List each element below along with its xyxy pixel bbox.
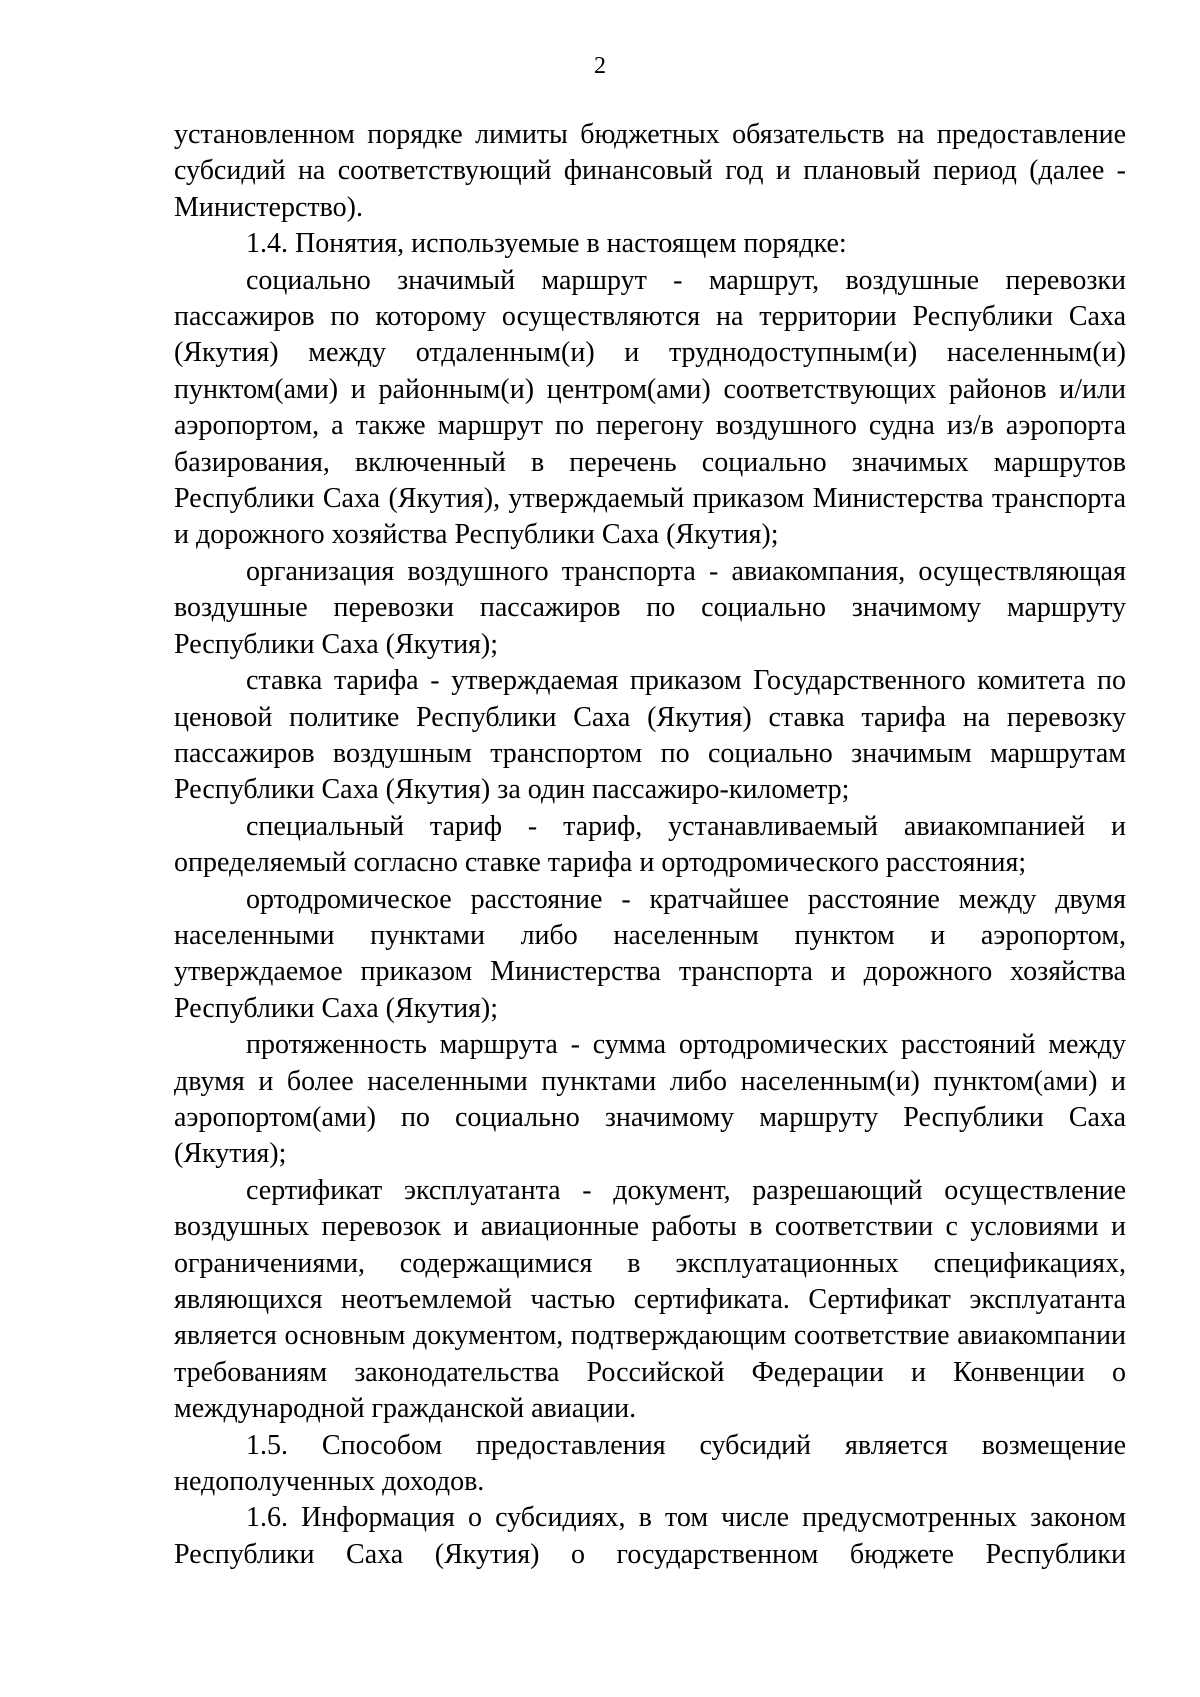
definition-special-tariff: специальный тариф - тариф, устанавливаемый авиакомпанией и определяемый согласно ставке тарифа и ортодромического расстояния;	[174, 810, 1126, 879]
document-body	[174, 117, 1126, 1573]
definition-tariff-rate: ставка тарифа - утверждаемая приказом Государственного комитета по ценовой политике Республики Саха (Якутия) ставка тарифа на перевозку пассажиров воздушным транспортом по социально значимым маршрутам Республики Саха (Якутия) за один пассажиро-километр;	[174, 665, 1126, 806]
paragraph-1-6: 1.6. Информация о субсидиях, в том числе предусмотренных законом Республики Саха (Якутия) о государственном бюджете Республики	[174, 1502, 1126, 1570]
definition-operator-certificate: сертификат эксплуатанта - документ, разрешающий осуществление воздушных перевозок и авиационные работы в соответствии с условиями и ограничениями, содержащимися в эксплуатационных спецификациях, являющихся неотъемлемой частью сертификата. Сертификат эксплуатанта является основным документом, подтверждающим соответствие авиакомпании требованиям законодательства Российской Федерации и Конвенции о международной гражданской авиации.	[174, 1174, 1126, 1425]
definition-orthodromic-distance: ортодромическое расстояние - кратчайшее расстояние между двумя населенными пунктами либо населенным пунктом и аэропортом, утверждаемое приказом Министерства транспорта и дорожного хозяйства Республики Саха (Якутия);	[174, 883, 1126, 1024]
paragraph-1-4-heading: 1.4. Понятия, используемые в настоящем порядке:	[246, 228, 847, 260]
paragraph-1-5: 1.5. Способом предоставления субсидий является возмещение недополученных доходов.	[174, 1429, 1126, 1498]
page-number: 2	[594, 53, 606, 79]
definition-route-length: протяженность маршрута - сумма ортодромических расстояний между двумя и более населенными пунктами либо населенным(и) пунктом(ами) и аэропортом(ами) по социально значимому маршруту Республики Саха (Якутия);	[174, 1029, 1126, 1170]
definition-socially-significant-route: социально значимый маршрут - маршрут, воздушные перевозки пассажиров по которому осуществляются на территории Республики Саха (Якутия) между отдаленным(и) и труднодоступным(и) населенным(и) пунктом(ами) и районным(и) центром(ами) соответствующих районов и/или аэропортом, а также маршрут по перегону воздушного судна из/в аэропорта базирования, включенный в перечень социально значимых маршрутов Республики Саха (Якутия), утверждаемый приказом Министерства транспорта и дорожного хозяйства Республики Саха (Якутия);	[174, 264, 1126, 551]
definition-air-transport-organization: организация воздушного транспорта - авиакомпания, осуществляющая воздушные перевозки пассажиров по социально значимому маршруту Республики Саха (Якутия);	[174, 555, 1126, 660]
paragraph-continuation: установленном порядке лимиты бюджетных обязательств на предоставление субсидий на соответствующий финансовый год и плановый период (далее - Министерство).	[174, 119, 1126, 223]
